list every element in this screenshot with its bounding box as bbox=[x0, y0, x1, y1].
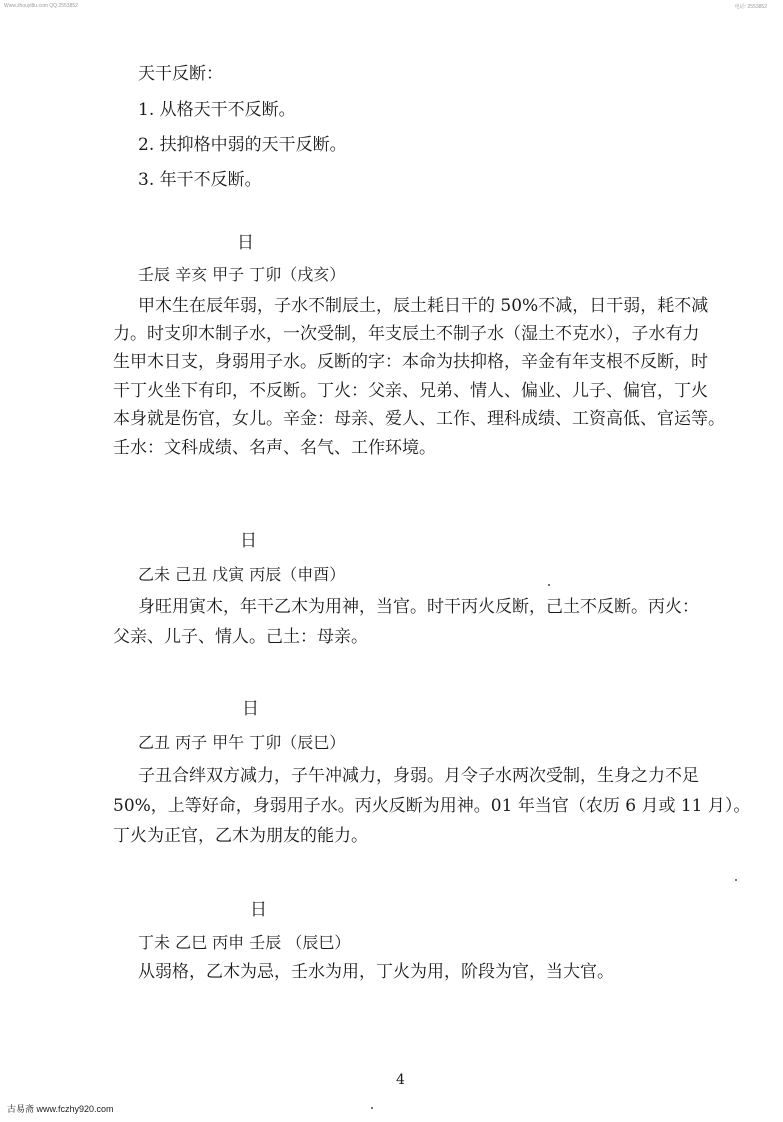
case-paragraph-line: 生甲木日支，身弱用子水。反断的字：本命为扶抑格，辛金有年支根不反断，时 bbox=[113, 352, 708, 372]
footer-watermark: 古易斋 www.fczhy920.com bbox=[7, 1104, 114, 1114]
day-marker: 日 bbox=[250, 900, 267, 920]
case-paragraph-line: 本身就是伤官，女儿。辛金：母亲、爱人、工作、理科成绩、工资高低、官运等。 bbox=[113, 409, 725, 429]
case-paragraph-line: 子丑合绊双方减力，子午冲减力，身弱。月令子水两次受制，生身之力不足 bbox=[138, 766, 699, 786]
case-paragraph-line: 力。时支卯木制子水，一次受制，年支辰土不制子水（湿土不克水），子水有力 bbox=[113, 324, 700, 344]
case-paragraph-line: 壬水：文科成绩、名声、名气、工作环境。 bbox=[113, 438, 436, 458]
day-marker: 日 bbox=[237, 233, 254, 253]
scan-speck bbox=[735, 879, 737, 881]
page-number: 4 bbox=[396, 1072, 405, 1088]
pillars-line: 乙未 己丑 戊寅 丙辰（申酉） bbox=[138, 565, 346, 584]
case-paragraph-line: 父亲、儿子、情人。己土：母亲。 bbox=[113, 627, 368, 647]
case-paragraph-line: 身旺用寅木，年干乙木为用神，当官。时干丙火反断，己土不反断。丙火： bbox=[138, 597, 699, 617]
day-marker: 日 bbox=[242, 699, 259, 719]
rule-item: 2. 扶抑格中弱的天干反断。 bbox=[138, 135, 347, 155]
header-left-text: Www.zhouyi8u.com QQ:2553852 bbox=[4, 3, 78, 9]
case-paragraph-line: 丁火为正官，乙木为朋友的能力。 bbox=[113, 826, 368, 846]
day-marker: 日 bbox=[240, 531, 257, 551]
scan-speck bbox=[548, 584, 550, 586]
case-paragraph-line: 干丁火坐下有印，不反断。丁火：父亲、兄弟、情人、偏业、儿子、偏官，丁火 bbox=[113, 381, 708, 401]
section-title: 天干反断： bbox=[138, 64, 223, 84]
header-right-text: 电话: 2553852 bbox=[734, 4, 767, 10]
case-paragraph-line: 从弱格，乙木为忌，壬水为用，丁火为用，阶段为官，当大官。 bbox=[138, 962, 614, 982]
case-paragraph-line: 50%，上等好命，身弱用子水。丙火反断为用神。01 年当官（农历 6 月或 11 月）。 bbox=[113, 796, 751, 816]
rule-item: 3. 年干不反断。 bbox=[138, 170, 262, 190]
pillars-line: 丁未 乙巳 丙申 壬辰 （辰巳） bbox=[138, 933, 351, 952]
case-paragraph-line: 甲木生在辰年弱，子水不制辰土，辰土耗日干的 50%不减，日干弱，耗不减 bbox=[138, 296, 709, 316]
pillars-line: 乙丑 丙子 甲午 丁卯（辰巳） bbox=[138, 733, 346, 752]
rule-item: 1. 从格天干不反断。 bbox=[138, 100, 296, 120]
scan-speck bbox=[371, 1107, 373, 1109]
pillars-line: 壬辰 辛亥 甲子 丁卯（戌亥） bbox=[138, 265, 346, 284]
